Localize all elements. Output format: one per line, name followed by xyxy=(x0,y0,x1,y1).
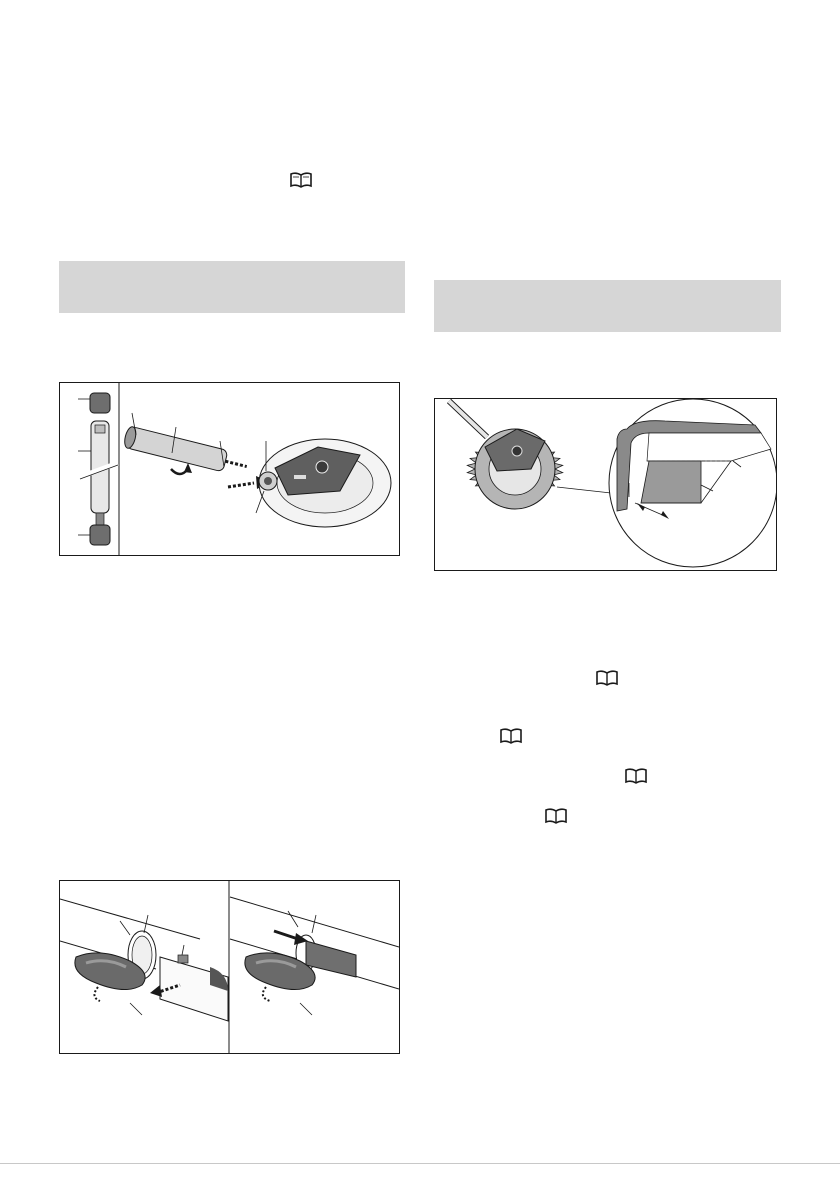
clamp-knob-figure xyxy=(59,880,400,1054)
right-section-header xyxy=(434,280,781,332)
open-book-icon xyxy=(545,808,567,824)
circular-saw-blade-illustration xyxy=(435,399,776,570)
saw-blade-figure xyxy=(434,398,777,571)
shaft-coupling-illustration xyxy=(60,881,399,1053)
open-book-icon xyxy=(596,670,618,686)
extension-shaft-illustration xyxy=(60,383,399,555)
open-book-icon xyxy=(625,768,647,784)
open-book-icon xyxy=(500,728,522,744)
extension-shaft-figure xyxy=(59,382,400,556)
page-footer-rule xyxy=(0,1163,840,1164)
open-book-icon xyxy=(290,172,312,188)
left-section-header xyxy=(59,261,405,313)
